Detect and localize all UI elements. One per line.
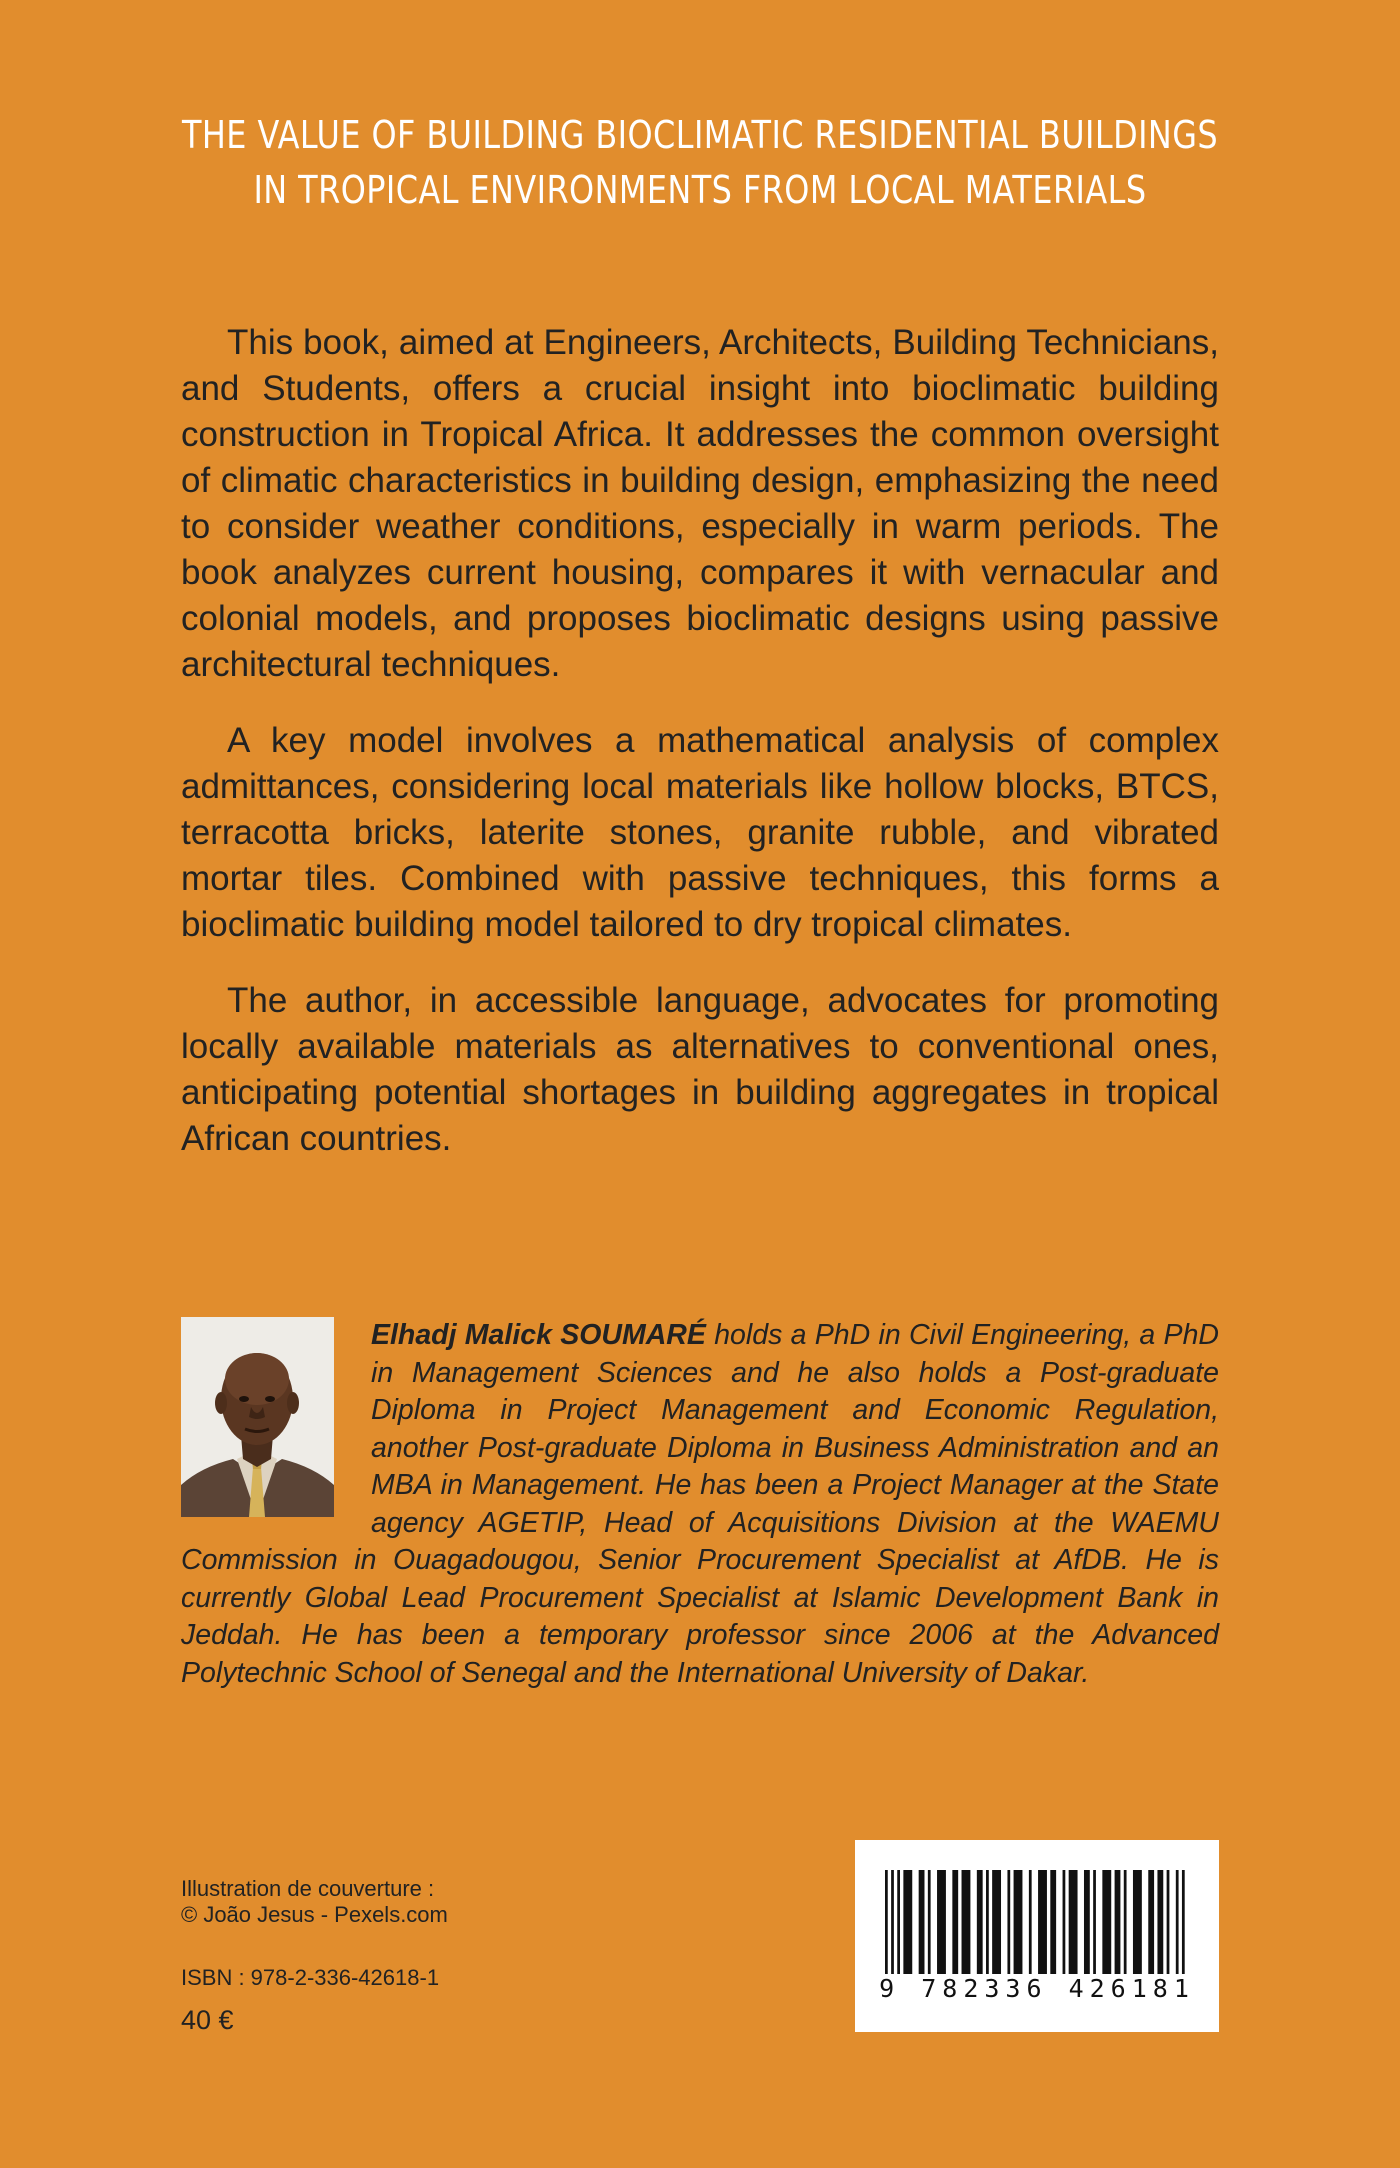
barcode-bar bbox=[919, 1870, 925, 1974]
author-bio-text: holds a PhD in Civil Engineering, a PhD in Management Sciences and he also holds a Post-graduate Diploma in Project Management and Economic Regulation, another Post-graduate Diploma in Business Administration and an MBA in Management. He has been a Project Manager at the State agency AGETIP, Head of Acquisitions Division at the WAEMU Commission in Ouagadougou, Senior Procurement Specialist at AfDB. He is currently Global Lead Procurement Specialist at Islamic Development Bank in Jeddah. He has been a temporary professor since 2006 at the Advanced Polytechnic School of Senegal and the International University of Dakar. bbox=[181, 1319, 1219, 1689]
barcode-bar bbox=[1007, 1870, 1010, 1974]
barcode-bar bbox=[1069, 1870, 1078, 1974]
barcode-bar bbox=[1084, 1870, 1090, 1974]
barcode-bar bbox=[891, 1870, 894, 1974]
barcode-number: 9 782336 426181 bbox=[879, 1974, 1195, 2003]
barcode-bar bbox=[1148, 1870, 1154, 1974]
book-title-line-2: IN TROPICAL ENVIRONMENTS FROM LOCAL MATERIALS bbox=[253, 168, 1147, 212]
cover-credits bbox=[181, 1876, 448, 1928]
barcode-bar bbox=[1102, 1870, 1111, 1974]
barcode-bar bbox=[1176, 1870, 1179, 1974]
isbn: ISBN : 978-2-336-42618-1 bbox=[181, 1965, 440, 1990]
cover-credit-label: Illustration de couverture : bbox=[181, 1876, 435, 1901]
barcode-bar bbox=[1093, 1870, 1096, 1974]
author-biography bbox=[181, 1317, 1219, 1692]
price: 40 € bbox=[181, 2005, 234, 2035]
barcode-bar bbox=[1115, 1870, 1121, 1974]
barcode-bar bbox=[1133, 1870, 1142, 1974]
description-paragraph-2: A key model involves a mathematical analysis of complex admittances, considering local materials like hollow blocks, BTCS, terracotta bricks, laterite stones, granite rubble, and vibrated mortar tiles. Combined with passive techniques, this forms a bioclimatic building model tailored to dry tropical climates. bbox=[181, 721, 1219, 944]
barcode-bar bbox=[1038, 1870, 1047, 1974]
barcode-bar bbox=[1029, 1870, 1032, 1974]
barcode-bar bbox=[952, 1870, 958, 1974]
barcode-bar bbox=[1014, 1870, 1023, 1974]
barcode-bar bbox=[928, 1870, 931, 1974]
barcode-bar bbox=[885, 1870, 888, 1974]
book-title bbox=[112, 108, 1288, 218]
photo-spacer bbox=[181, 1317, 334, 1517]
book-description bbox=[181, 320, 1219, 1192]
barcode-bar bbox=[977, 1870, 983, 1974]
cover-credit-source: © João Jesus - Pexels.com bbox=[181, 1902, 448, 1927]
barcode-bar bbox=[1050, 1870, 1056, 1974]
barcode-bar bbox=[1167, 1870, 1170, 1974]
barcode bbox=[855, 1840, 1219, 2032]
barcode-bar bbox=[937, 1870, 946, 1974]
barcode-bars bbox=[855, 1870, 1219, 1980]
barcode-bar bbox=[1157, 1870, 1163, 1974]
book-title-line-1: THE VALUE OF BUILDING BIOCLIMATIC RESIDENTIAL BUILDINGS bbox=[181, 113, 1219, 157]
description-paragraph-1: This book, aimed at Engineers, Architects, Building Technicians, and Students, offers a crucial insight into bioclimatic building construction in Tropical Africa. It addresses the common oversight of climatic characteristics in building design, emphasizing the need to consider weather conditions, especially in warm periods. The book analyzes current housing, compares it with vernacular and colonial models, and proposes bioclimatic designs using passive architectural techniques. bbox=[181, 323, 1219, 684]
author-name: Elhadj Malick SOUMARÉ bbox=[371, 1319, 706, 1351]
barcode-bar bbox=[903, 1870, 912, 1974]
barcode-bar bbox=[1182, 1870, 1185, 1974]
barcode-bar bbox=[986, 1870, 989, 1974]
barcode-bar bbox=[962, 1870, 971, 1974]
barcode-bar bbox=[897, 1870, 900, 1974]
barcode-bar bbox=[1124, 1870, 1127, 1974]
barcode-bar bbox=[1063, 1870, 1066, 1974]
barcode-bar bbox=[992, 1870, 1001, 1974]
description-paragraph-3: The author, in accessible language, advocates for promoting locally available materials as alternatives to conventional ones, anticipating potential shortages in building aggregates in tropical African countries. bbox=[181, 981, 1219, 1158]
